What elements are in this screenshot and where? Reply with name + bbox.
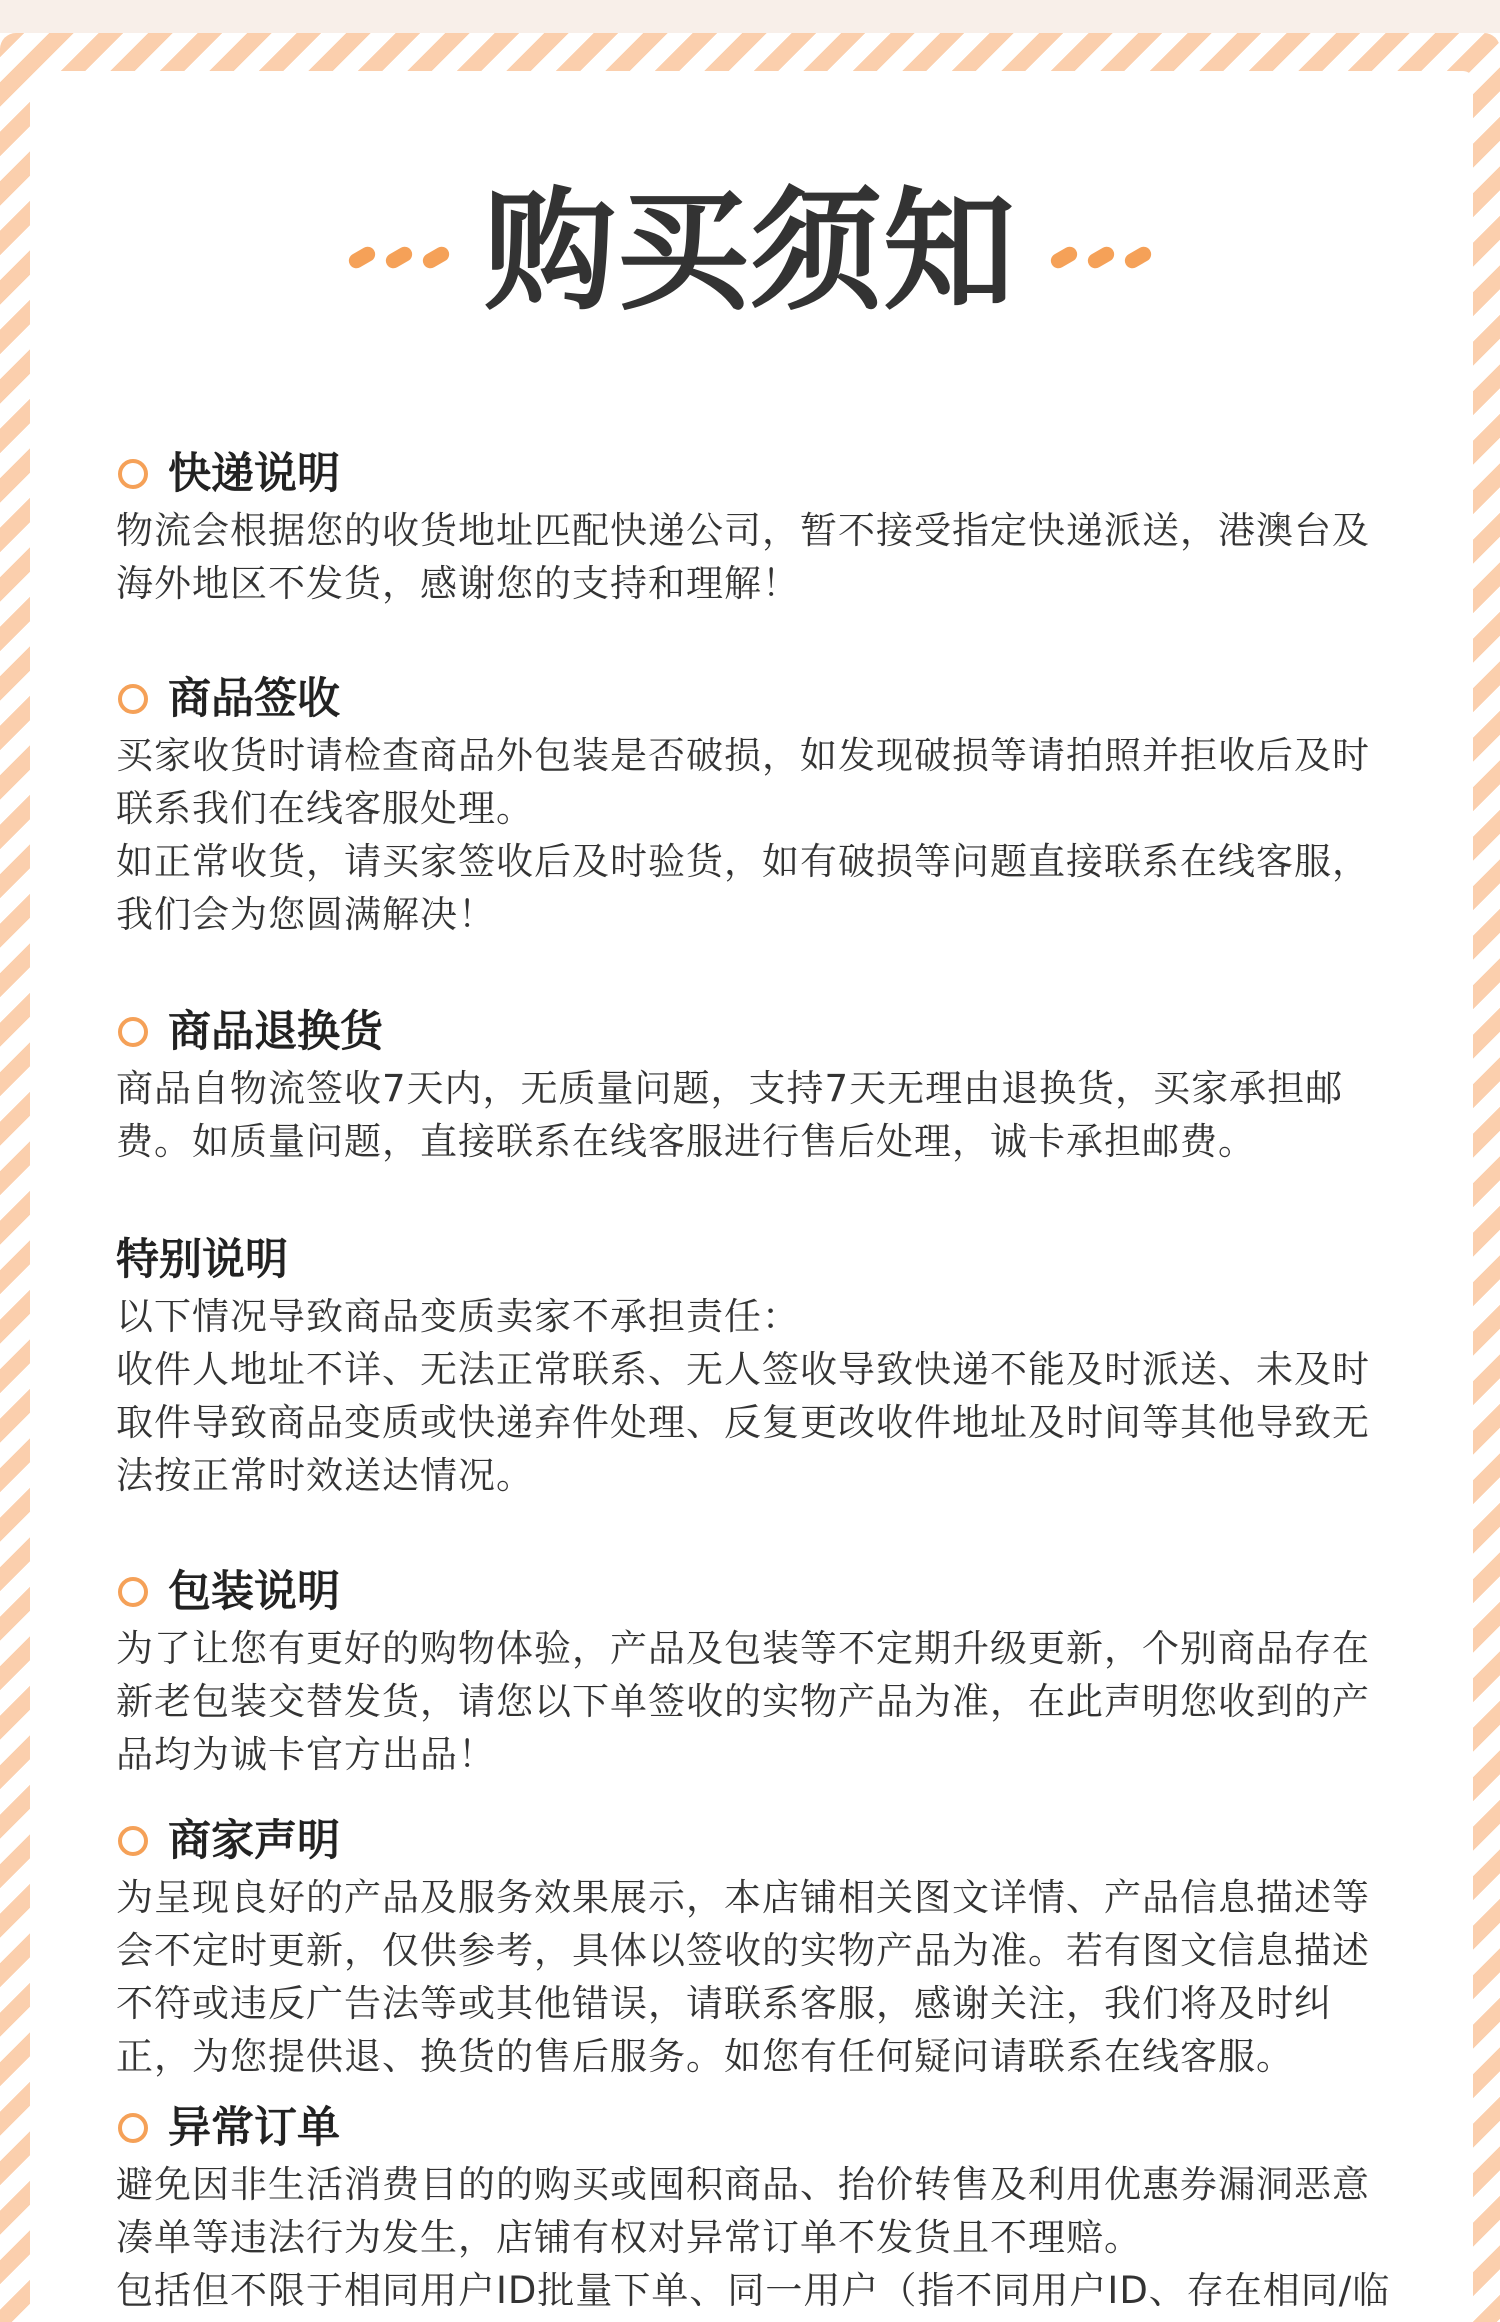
section-text-line: 品均为诚卡官方出品！ bbox=[116, 1733, 496, 1776]
section-heading-text: 包装说明 bbox=[168, 1567, 340, 1617]
section-returns-exchanges bbox=[116, 1002, 1416, 1168]
page-title: 购买须知 bbox=[484, 175, 1016, 329]
top-band bbox=[0, 0, 1500, 33]
section-text-line: 如正常收货，请买家签收后及时验货，如有破损等问题直接联系在线客服， bbox=[116, 840, 1370, 883]
section-heading-text: 商品签收 bbox=[168, 674, 340, 724]
section-text-line: 为了让您有更好的购物体验，产品及包装等不定期升级更新，个别商品存在 bbox=[116, 1627, 1370, 1670]
section-text-line: 不符或违反广告法等或其他错误，请联系客服，感谢关注，我们将及时纠 bbox=[116, 1982, 1332, 2025]
dash-ornament-piece bbox=[1122, 244, 1154, 271]
section-text-line: 法按正常时效送达情况。 bbox=[116, 1454, 534, 1497]
section-text-line: 我们会为您圆满解决！ bbox=[116, 893, 496, 936]
section-receipt-inspection bbox=[116, 669, 1416, 941]
section-merchant-statement bbox=[116, 1811, 1416, 2083]
dash-ornament-piece bbox=[383, 244, 415, 271]
section-text-line: 商品自物流签收7天内，无质量问题，支持7天无理由退换货，买家承担邮 bbox=[116, 1067, 1344, 1110]
circle-outline-icon bbox=[118, 684, 148, 714]
section-text-line: 物流会根据您的收货地址匹配快递公司，暂不接受指定快递派送，港澳台及 bbox=[116, 509, 1370, 552]
section-heading-text: 商品退换货 bbox=[168, 1007, 383, 1057]
section-heading-text: 异常订单 bbox=[168, 2103, 340, 2153]
section-text-line: 收件人地址不详、无法正常联系、无人签收导致快递不能及时派送、未及时 bbox=[116, 1348, 1370, 1391]
dash-ornament-icon bbox=[1050, 250, 1152, 265]
section-text-line: 凑单等违法行为发生，店铺有权对异常订单不发货且不理赔。 bbox=[116, 2216, 1142, 2259]
section-heading bbox=[116, 444, 1416, 504]
section-heading bbox=[116, 669, 1416, 729]
section-special-notes bbox=[116, 1230, 1416, 1502]
section-heading bbox=[116, 1230, 1416, 1290]
section-text-line: 买家收货时请检查商品外包装是否破损，如发现破损等请拍照并拒收后及时 bbox=[116, 734, 1370, 777]
dash-ornament-piece bbox=[420, 244, 452, 271]
dash-ornament-piece bbox=[1048, 244, 1080, 271]
section-text-line: 取件导致商品变质或快递弃件处理、反复更改收件地址及时间等其他导致无 bbox=[116, 1401, 1370, 1444]
circle-outline-icon bbox=[118, 1017, 148, 1047]
section-heading-text: 商家声明 bbox=[168, 1816, 340, 1866]
section-text-line: 为呈现良好的产品及服务效果展示，本店铺相关图文详情、产品信息描述等 bbox=[116, 1876, 1370, 1919]
circle-outline-icon bbox=[118, 1826, 148, 1856]
section-text-line: 海外地区不发货，感谢您的支持和理解！ bbox=[116, 562, 800, 605]
section-heading-text: 特别说明 bbox=[116, 1235, 288, 1285]
section-text-line: 联系我们在线客服处理。 bbox=[116, 787, 534, 830]
dash-ornament-icon bbox=[348, 250, 450, 265]
section-text-line: 会不定时更新，仅供参考，具体以签收的实物产品为准。若有图文信息描述 bbox=[116, 1929, 1370, 1972]
section-abnormal-orders bbox=[116, 2098, 1416, 2317]
circle-outline-icon bbox=[118, 1577, 148, 1607]
section-text-line: 费。如质量问题，直接联系在线客服进行售后处理，诚卡承担邮费。 bbox=[116, 1120, 1256, 1163]
section-text-line: 以下情况导致商品变质卖家不承担责任： bbox=[116, 1295, 800, 1338]
section-packaging-info bbox=[116, 1562, 1416, 1781]
title-row bbox=[0, 177, 1500, 327]
dash-ornament-piece bbox=[346, 244, 378, 271]
section-heading-text: 快递说明 bbox=[168, 449, 340, 499]
dash-ornament-piece bbox=[1085, 244, 1117, 271]
section-text-line: 正，为您提供退、换货的售后服务。如您有任何疑问请联系在线客服。 bbox=[116, 2035, 1294, 2078]
section-text-line: 新老包装交替发货，请您以下单签收的实物产品为准，在此声明您收到的产 bbox=[116, 1680, 1370, 1723]
circle-outline-icon bbox=[118, 2113, 148, 2143]
section-text-line: 避免因非生活消费目的的购买或囤积商品、抬价转售及利用优惠券漏洞恶意 bbox=[116, 2163, 1370, 2206]
section-heading bbox=[116, 1562, 1416, 1622]
section-shipping-info bbox=[116, 444, 1416, 610]
section-heading bbox=[116, 1002, 1416, 1062]
section-heading bbox=[116, 1811, 1416, 1871]
section-text-line: 包括但不限于相同用户ID批量下单、同一用户（指不同用户ID、存在相同/临 bbox=[116, 2269, 1391, 2312]
section-heading bbox=[116, 2098, 1416, 2158]
circle-outline-icon bbox=[118, 459, 148, 489]
